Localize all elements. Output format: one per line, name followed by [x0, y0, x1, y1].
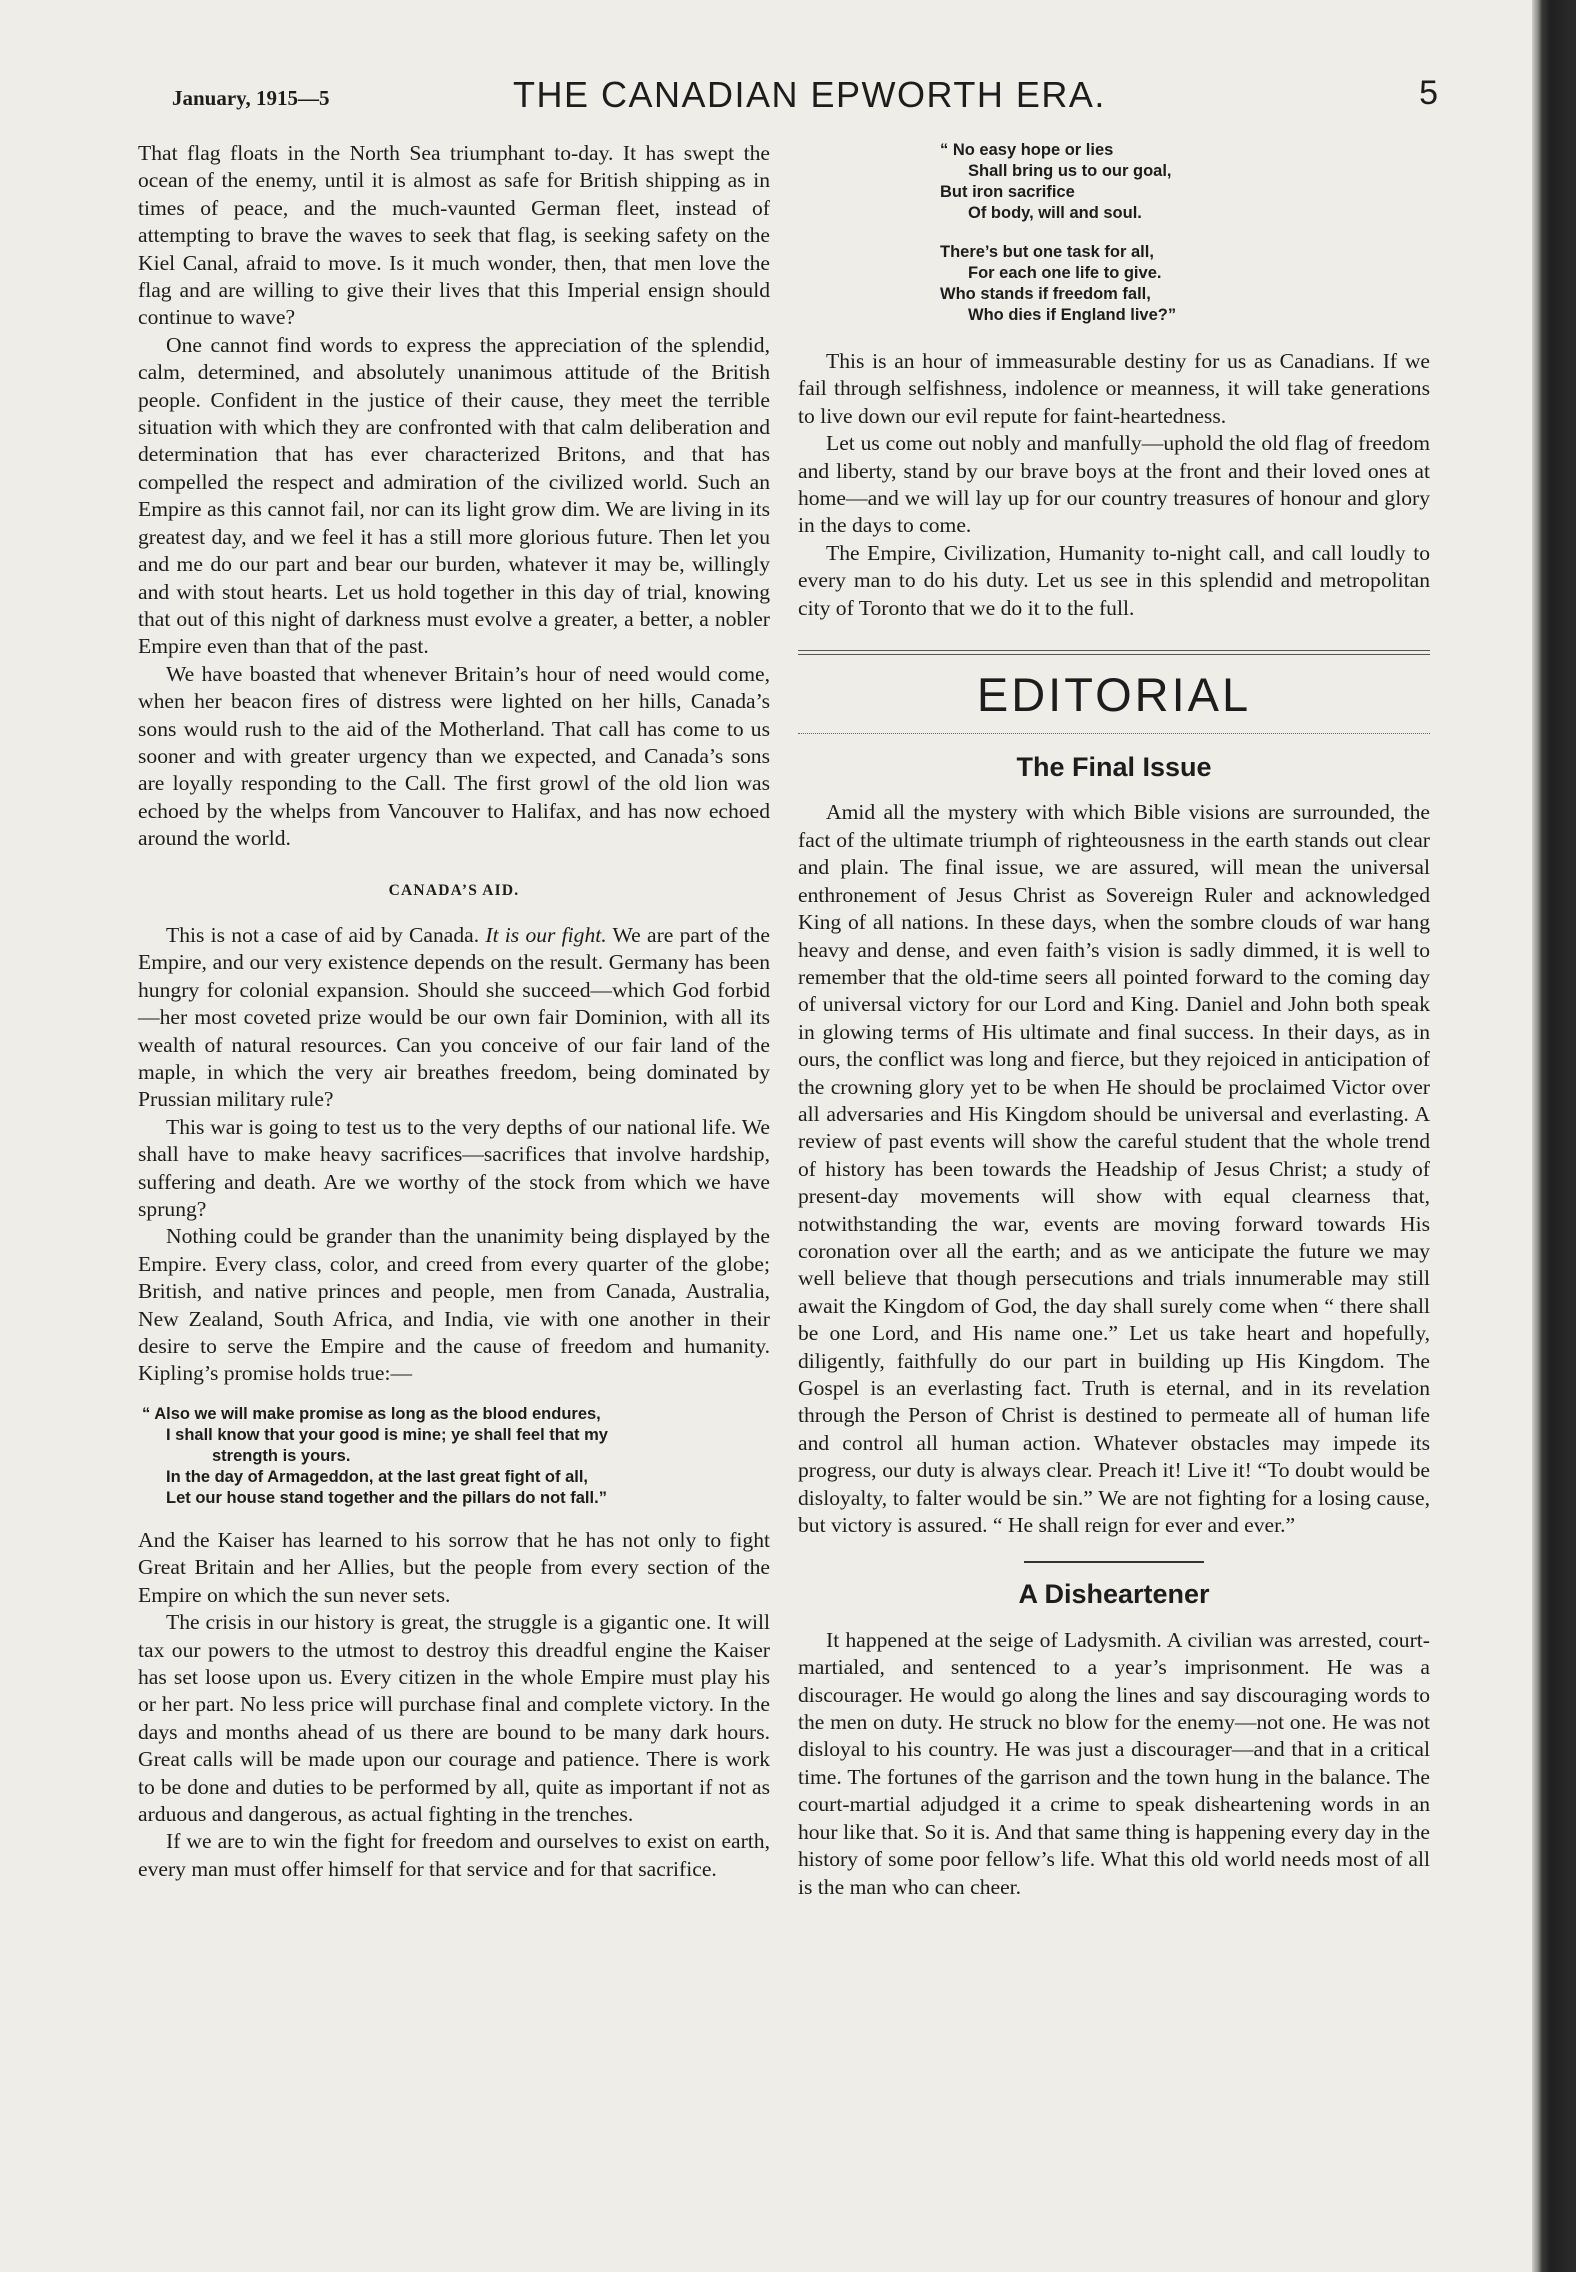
article-body: It happened at the seige of Ladysmith. A civilian was arrested, court-martialed, and sentenced to a year’s imprisonment. He was a discourager. He would go along the lines and say discouraging words to the men on duty. He struck no blow for the enemy—not one. He was not disloyal to his country. He was just a discourager—and that in a critical time. The fortunes of the garrison and the town hung in the balance. The court-martial adjudged it a crime to speak disheartening words in an hour like that. So it is. And that same thing is happening every day in the history of some poor fellow’s life. What this old world needs most of all is the man who can cheer. [798, 1627, 1430, 1899]
right-column [798, 140, 1430, 1901]
left-column [138, 140, 770, 1883]
poem-line: “ Also we will make promise as long as the blood endures, [142, 1404, 601, 1423]
page-number: 5 [1419, 74, 1438, 112]
paragraph: This is an hour of immeasurable destiny for us as Canadians. If we fail through selfishness, indolence or meanness, it will take generations to live down our evil repute for faint-heartedness. [798, 349, 1430, 428]
kipling-quote [142, 1404, 770, 1509]
poem-line: strength is yours. [212, 1446, 351, 1465]
poem-line: Let our house stand together and the pillars do not fall.” [166, 1488, 607, 1507]
book-binding-edge [1532, 0, 1576, 2272]
paragraph: One cannot find words to express the appreciation of the splendid, calm, determined, and absolutely unanimous attitude of the British people. Confident in the justice of their cause, they meet the terrible situation with which they are confronted with that calm deliberation and determination that has ever characterized Britons, and that has compelled the respect and admiration of the civilized world. Such an Empire as this cannot fail, nor can its light grow dim. We are living in its greatest day, and we feel it has a still more glorious future. Then let you and me do our part and bear our burden, whatever it may be, willingly and with stout hearts. Let us hold together in this day of trial, knowing that out of this night of darkness must evolve a greater, a better, a nobler Empire even than that of the past. [138, 332, 770, 659]
paragraph: This is not a case of aid by Canada. It is our fight. We are part of the Empire, and our very existence depends on the result. Germany has been hungry for colonial expansion. Should she succeed—which God forbid—her most coveted prize would be our own fair Dominion, with all its wealth of natural resources. Can you conceive of our fair land of the maple, in which the very air breathes freedom, being dominated by Prussian military rule? [138, 922, 771, 1112]
poem-line: For each one life to give. [968, 264, 1162, 282]
section-divider [798, 650, 1430, 655]
page-header [168, 72, 1438, 132]
article-title: The Final Issue [1016, 752, 1212, 783]
issue-date: January, 1915—5 [172, 86, 330, 110]
poem-line: In the day of Armageddon, at the last great fight of all, [166, 1467, 589, 1486]
paragraph: The crisis in our history is great, the struggle is a gigantic one. It will tax our powers to the utmost to destroy this dreadful engine the Kaiser has set loose upon us. Every citizen in the whole Empire must play his or her part. No less price will purchase final and complete victory. In the days and months ahead of us there are bound to be many dark hours. Great calls will be made upon our courage and patience. There is work to be done and duties to be performed by all, quite as important if not as arduous and dangerous, as actual fighting in the trenches. [138, 1610, 770, 1826]
closing-poem [940, 140, 1430, 326]
paragraph: The Empire, Civilization, Humanity to-night call, and call loudly to every man to do his duty. Let us see in this splendid and metropolitan city of Toronto that we do it to the full. [798, 540, 1430, 620]
paragraph: If we are to win the fight for freedom and ourselves to exist on earth, every man must offer himself for that service and for that sacrifice. [138, 1829, 770, 1881]
editorial-heading: EDITORIAL [976, 668, 1252, 722]
poem-line: There’s but one task for all, [940, 243, 1154, 261]
section-subhead: CANADA’S AID. [388, 881, 520, 899]
article-body: Amid all the mystery with which Bible visions are surrounded, the fact of the ultimate triumph of righteousness in the earth stands out clear and plain. The final issue, we are assured, will mean the universal enthronement of Jesus Christ as Sovereign Ruler and acknowledged King of all nations. In these days, when the sombre clouds of war hang heavy and dense, and even faith’s vision is sadly dimmed, it is well to remember that the old-time seers all pointed forward to the coming day of universal victory for our Lord and King. Daniel and John both speak in glowing terms of His ultimate and final success. In their days, as in ours, the conflict was long and fierce, but they rejoiced in anticipation of the crowning glory yet to be when He should be proclaimed Victor over all adversaries and His Kingdom should be universal and everlasting. A review of past events will show the careful student that the whole trend of history has been towards the Headship of Jesus Christ; a study of present-day movements will show with equal clearness that, notwithstanding the war, events are moving forward towards His coronation over all the earth; and as we anticipate the future we may well believe that though persecutions and trials innumerable may still await the Kingdom of God, the day shall surely come when “ there shall be one Lord, and His name one.” Let us take heart and hopefully, diligently, faithfully do our part in building up His Kingdom. The Gospel is an everlasting fact. Truth is eternal, and in its revelation through the Person of Christ is destined to permeate all of human life and control all human action. Whatever obstacles may impede its progress, our duty is always clear. Preach it! Live it! “To doubt would be disloyalty, to falter would be sin.” We are not fighting for a losing cause, but victory is assured. “ He shall reign for ever and ever.” [798, 800, 1430, 1538]
publication-title: THE CANADIAN EPWORTH ERA. [513, 74, 1106, 115]
poem-line: Of body, will and soul. [968, 204, 1142, 222]
paragraph: We have boasted that whenever Britain’s hour of need would come, when her beacon fires of distress were lighted on her hills, Canada’s sons would rush to the aid of the Motherland. That call has come to us sooner and with greater urgency than we expected, and Canada’s sons are loyally responding to the Call. The first growl of the old lion was echoed by the whelps from Vancouver to Halifax, and has now echoed around the world. [138, 661, 770, 851]
article-divider [1024, 1561, 1204, 1563]
paragraph: And the Kaiser has learned to his sorrow that he has not only to fight Great Britain and her Allies, but the people from every section of the Empire on which the sun never sets. [138, 1527, 770, 1607]
paragraph: Nothing could be grander than the unanimity being displayed by the Empire. Every class, color, and creed from every quarter of the globe; British, and native princes and people, men from Canada, Australia, New Zealand, South Africa, and India, vie with one another in their desire to serve the Empire and the cause of freedom and humanity. Kipling’s promise holds true:— [138, 1224, 770, 1386]
paragraph: Let us come out nobly and manfully—uphold the old flag of freedom and liberty, stand by our brave boys at the front and their loved ones at home—and we will lay up for our country treasures of honour and glory in the days to come. [798, 431, 1430, 538]
poem-line: I shall know that your good is mine; ye shall feel that my [166, 1425, 608, 1444]
emphasis-text: It is our fight. [485, 922, 607, 947]
poem-line: But iron sacrifice [940, 183, 1075, 201]
article-title: A Disheartener [1018, 1579, 1210, 1610]
poem-line: Who dies if England live?” [968, 306, 1177, 324]
poem-line: Shall bring us to our goal, [968, 162, 1172, 180]
dotted-rule [798, 733, 1430, 734]
paragraph: That flag floats in the North Sea triumphant to-day. It has swept the ocean of the enemy, until it is almost as safe for British shipping as in times of peace, and the much-vaunted German fleet, instead of attempting to brave the waves to seek that flag, is seeking safety on the Kiel Canal, afraid to move. Is it much wonder, then, that men love the flag and are willing to give their lives that this Imperial ensign should continue to wave? [138, 141, 770, 330]
poem-line: Who stands if freedom fall, [940, 285, 1151, 303]
poem-line: “ No easy hope or lies [940, 141, 1114, 159]
paragraph: This war is going to test us to the very depths of our national life. We shall have to make heavy sacrifices—sacrifices that involve hardship, suffering and death. Are we worthy of the stock from which we have sprung? [138, 1114, 770, 1222]
